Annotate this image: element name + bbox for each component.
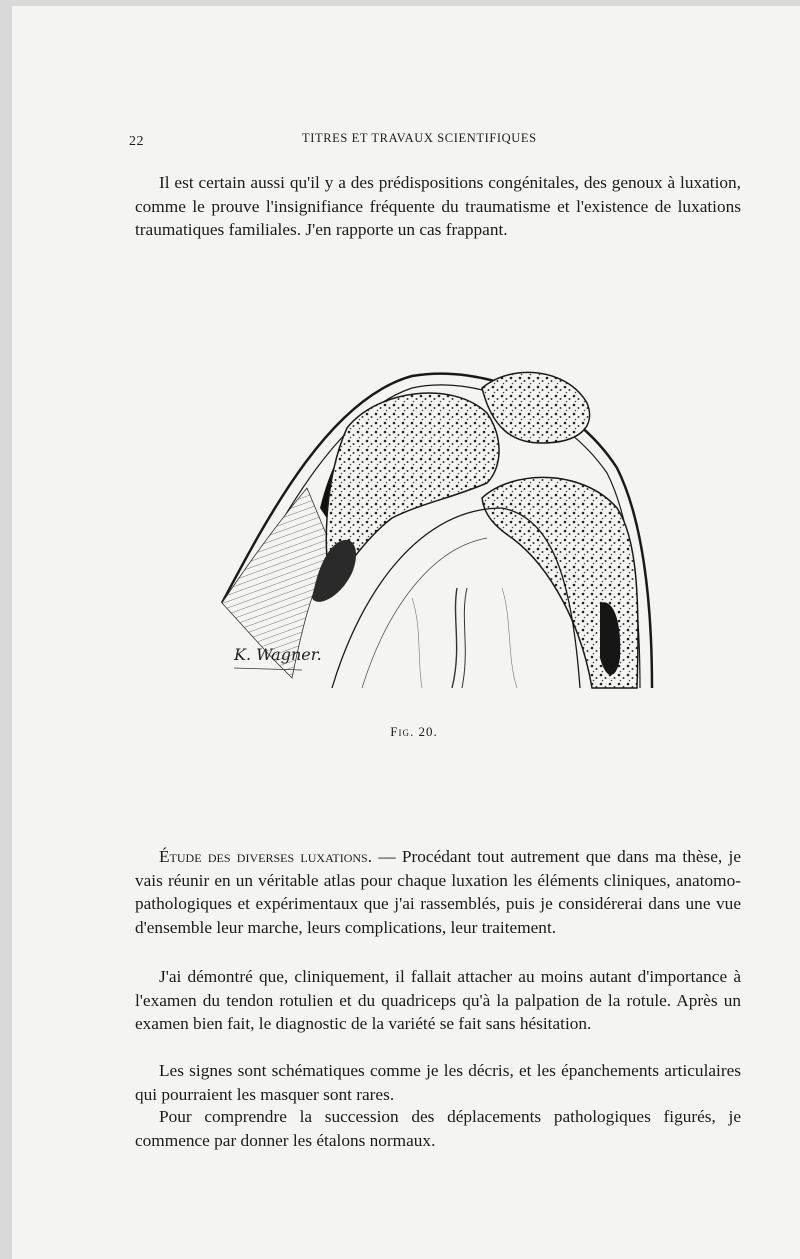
section-paragraph bbox=[135, 845, 741, 939]
figure-caption: Fig. 20. bbox=[390, 724, 438, 739]
running-title: TITRES ET TRAVAUX SCIENTIFIQUES bbox=[302, 131, 537, 145]
body-paragraph-1: J'ai démontré que, cliniquement, il fallait attacher au moins autant d'importance à l'examen du tendon rotulien et du quadriceps qu'à la palpation de la rotule. Après un examen bien fait, le diagnostic de la variété se fait sans hésitation. bbox=[135, 967, 741, 1034]
knee-section-illustration bbox=[212, 358, 660, 704]
section-heading-tail: — Procédant tout autrement que dans ma thèse, je vais réunir en un véritable atlas pour chaque luxation les éléments cliniques, anatomo-pathologiques et expérimentaux que j'ai rassemblés, puis je considérerai dans une vue d'ensemble leur marche, leurs complications, leur traitement. bbox=[135, 847, 742, 937]
intro-paragraph: Il est certain aussi qu'il y a des prédispositions congénitales, des genoux à luxation, comme le prouve l'insignifiance fréquente du traumatisme et l'existence de luxations traumatiques familiales. J'en rapporte un cas frappant. bbox=[135, 173, 741, 240]
page-number: 22 bbox=[129, 134, 144, 149]
running-header bbox=[0, 128, 800, 148]
patella bbox=[482, 372, 590, 443]
section-heading: Étude des diverses luxations. bbox=[159, 847, 373, 866]
artist-signature: K. Wagner. bbox=[234, 645, 322, 664]
body-paragraph-2: Les signes sont schématiques comme je les décris, et les épanchements articulaires qui pourraient les masquer sont rares. bbox=[135, 1061, 741, 1104]
anatomical-figure bbox=[212, 358, 660, 704]
body-paragraph-3: Pour comprendre la succession des déplacements pathologiques figurés, je commence par donner les étalons normaux. bbox=[135, 1107, 741, 1150]
